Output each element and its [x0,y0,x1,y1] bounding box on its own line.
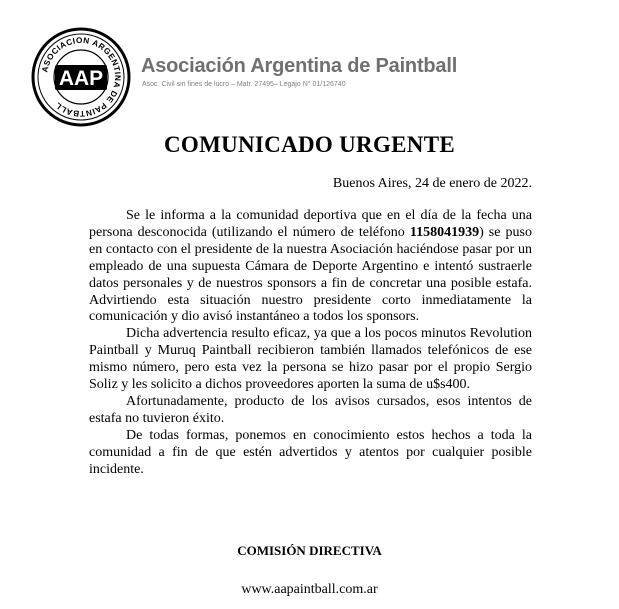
organization-name: Asociación Argentina de Paintball [141,55,458,77]
logo-text: AAP [58,67,104,90]
seal-text: ASOCIACION ARGENTINA DE PAINTBALL [40,35,123,119]
letterhead [0,0,619,120]
website-link[interactable]: www.aapaintball.com.ar [241,582,378,597]
paragraph-1: Se le informa a la comunidad deportiva que en el día de la fecha una persona desconocida (utilizando el número de teléfono 1158041939) se puso en contacto con el presidente de la nuestra Asociación haciéndose pasar por un empleado de una supuesta Cámara de Deporte Argentino e intentó sustraerle datos personales y de nuestros sponsors a fin de concretar una posible estafa. Advirtiendo esta situación nuestro presidente corto inmediatamente la comunicación y dio avisó instantáneo a todos los sponsors. [89,208,532,325]
paragraph-3: Afortunadamente, producto de los avisos cursados, esos intentos de estafa no tuvieron éxito. [89,393,532,426]
paragraph-4: De todas formas, ponemos en conocimiento estos hechos a toda la comunidad a fin de que estén advertidos y atentos por cualquier posible incidente. [89,427,532,477]
document-body [89,208,532,479]
document-title: COMUNICADO URGENTE [164,132,455,157]
phone-number: 1158041939 [409,224,480,240]
association-seal-logo [31,27,131,127]
signature-line: COMISIÓN DIRECTIVA [237,543,382,558]
paragraph-2: Dicha advertencia resulto eficaz, ya que a los pocos minutos Revolution Paintball y Muruq Paintball recibieron también llamados telefónicos de ese mismo número, pero esta vez la persona se hizo pasar por el propio Sergio Soliz y les solicito a dichos proveedores aporten la suma de u$s400. [89,326,532,393]
document-date: Buenos Aires, 24 de enero de 2022. [332,176,532,191]
organization-registration: Asoc. Civil sin fines de lucro – Matr. 27495– Legajo N° 01/126740 [142,81,346,88]
